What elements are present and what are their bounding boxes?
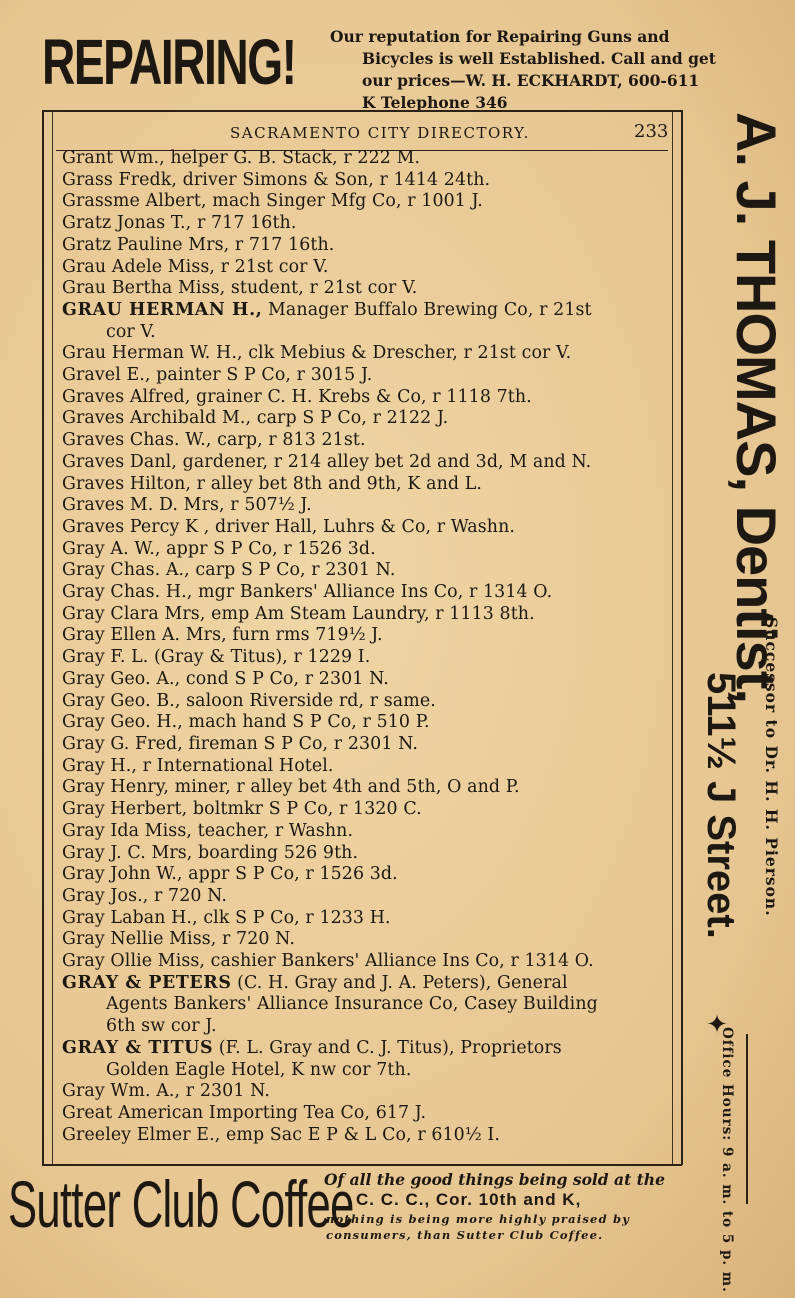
entry-name: Gravel E., (62, 365, 151, 386)
entry-continuation: cor V. (106, 321, 156, 342)
entry-details: driver Hall, Luhrs & Co, r Washn. (209, 516, 516, 537)
directory-entry (62, 300, 668, 322)
entry-details: miner, r alley bet 4th and 5th, O and P. (169, 777, 520, 798)
entry-name: Graves Archibald M., (62, 408, 252, 429)
directory-entry (62, 1038, 668, 1060)
directory-entry (62, 257, 668, 279)
entry-continuation: Agents Bankers' Alliance Insurance Co, Casey Building (106, 994, 598, 1015)
entry-name: Gray A. W., (62, 538, 161, 559)
directory-entry (62, 843, 668, 865)
entry-details: r 720 N. (216, 929, 296, 950)
entry-name: Grau Bertha Miss, (62, 278, 226, 299)
entry-details: carp, r 813 21st. (211, 430, 366, 451)
entry-details: saloon Riverside rd, r same. (180, 690, 436, 711)
entry-details: r 2301 N. (180, 1081, 270, 1102)
office-hours: Office Hours: 9 a. m. to 5 p. m. (719, 1027, 735, 1293)
dentist-address: 511½ J Street. (699, 672, 743, 939)
entry-details: painter S P Co, r 3015 J. (150, 365, 373, 386)
entry-details: mach Singer Mfg Co, r 1001 J. (206, 191, 483, 212)
directory-entry (62, 278, 668, 300)
entry-details: appr S P Co, r 1526 3d. (182, 864, 398, 885)
directory-entry (62, 170, 668, 192)
entry-details: carp S P Co, r 2122 J. (251, 408, 449, 429)
entry-name: Gray Henry, (62, 777, 170, 798)
entry-name: Gray Nellie Miss, (62, 929, 217, 950)
top-ad-line: our prices—W. H. ECKHARDT, 600-611 (362, 71, 700, 90)
directory-entry (62, 821, 668, 843)
entry-details: cond S P Co, r 2301 N. (180, 668, 389, 689)
directory-entry (62, 886, 668, 908)
entry-name: Gray H., (62, 755, 137, 776)
entry-name: Gratz Pauline Mrs, (62, 234, 230, 255)
directory-entry (62, 929, 668, 951)
directory-entry (62, 973, 668, 995)
entry-details: r alley bet 8th and 9th, K and L. (191, 473, 483, 494)
directory-entry (62, 474, 668, 496)
directory-entry (62, 864, 668, 886)
entry-details: (Gray & Titus), r 1229 I. (148, 647, 371, 668)
frame-border-top (42, 110, 682, 112)
bottom-ad-line: C. C. C., Cor. 10th and K, (356, 1190, 582, 1209)
entry-name: Gray J. C. Mrs, (62, 842, 193, 863)
entry-details: mgr Bankers' Alliance Ins Co, r 1314 O. (192, 582, 553, 603)
directory-entry (62, 669, 668, 691)
entry-name: GRAU HERMAN H., (62, 299, 263, 320)
directory-entry (62, 799, 668, 821)
directory-entries (62, 148, 668, 1146)
entry-name: Gray Geo. B., (62, 690, 181, 711)
directory-entry (62, 712, 668, 734)
entry-details: emp Sac E P & L Co, r 610½ I. (220, 1124, 501, 1145)
directory-entry (62, 560, 668, 582)
top-ad-line: Our reputation for Repairing Guns and (330, 27, 670, 46)
entry-name: Gray G. Fred, (62, 733, 183, 754)
entry-name: Graves Alfred, (62, 386, 191, 407)
entry-name: Grassme Albert, (62, 191, 207, 212)
entry-details: helper G. B. Stack, r 222 M. (164, 148, 421, 168)
entry-name: Gray Jos., (62, 885, 149, 906)
entry-name: Gratz Jonas T., (62, 213, 192, 234)
entry-details: mach hand S P Co, r 510 P. (182, 712, 430, 733)
inner-rule-right (672, 112, 673, 1164)
entry-details: r 717 16th. (191, 213, 297, 234)
entry-details: fireman S P Co, r 2301 N. (182, 733, 418, 754)
directory-entry (62, 452, 668, 474)
entry-continuation: 6th sw cor J. (106, 1016, 217, 1037)
entry-name: Gray Chas. H., (62, 582, 193, 603)
entry-name: Gray F. L. (62, 647, 149, 668)
entry-details: r 507½ J. (224, 495, 312, 516)
bottom-ad-line: Of all the good things being sold at the (324, 1170, 665, 1189)
page-number: 233 (634, 121, 669, 142)
entry-name: Gray Ollie Miss, (62, 951, 206, 972)
entry-details: r International Hotel. (136, 755, 334, 776)
entry-name: Gray Chas. A., (62, 560, 190, 581)
top-ad-line: Bicycles is well Established. Call and get (362, 49, 716, 68)
entry-details: (C. H. Gray and J. A. Peters), General (231, 972, 568, 993)
entry-details: driver Simons & Son, r 1414 24th. (177, 169, 491, 190)
entry-details: boltmkr S P Co, r 1320 C. (187, 799, 422, 820)
entry-name: Graves Percy K , (62, 516, 210, 537)
directory-entry (62, 430, 668, 452)
bottom-ad-line: consumers, than Sutter Club Coffee. (326, 1228, 604, 1242)
entry-name: Gray Ellen A. Mrs, (62, 625, 227, 646)
entry-details: clk S P Co, r 1233 H. (197, 907, 391, 928)
entry-name: Grant Wm., (62, 148, 165, 168)
entry-name: GRAY & TITUS (62, 1037, 214, 1058)
directory-entry (62, 582, 668, 604)
directory-entry (62, 235, 668, 257)
directory-entry (62, 408, 668, 430)
directory-entry (62, 387, 668, 409)
entry-name: GRAY & PETERS (62, 972, 232, 993)
frame-border-right (681, 110, 683, 1165)
entry-name: Gray Wm. A., (62, 1081, 181, 1102)
successor-line: Successor to Dr. H. H. Pierson. (762, 617, 781, 917)
entry-details: 617 J. (370, 1102, 427, 1123)
directory-entry (62, 365, 668, 387)
top-ad-headline: REPAIRING! (42, 26, 296, 98)
entry-details: teacher, r Washn. (191, 820, 354, 841)
entry-name: Grau Herman W. H., (62, 343, 243, 364)
entry-details: student, r 21st cor V. (225, 278, 418, 299)
entry-details: r 717 16th. (229, 234, 335, 255)
entry-name: Gray Geo. A., (62, 668, 181, 689)
entry-details: boarding 526 9th. (192, 842, 359, 863)
entry-details: r 21st cor V. (215, 256, 329, 277)
directory-entry (62, 647, 668, 669)
directory-entry (62, 691, 668, 713)
entry-details: appr S P Co, r 1526 3d. (160, 538, 376, 559)
entry-name: Grau Adele Miss, (62, 256, 216, 277)
entry-details: furn rms 719½ J. (226, 625, 383, 646)
entry-details: (F. L. Gray and C. J. Titus), Proprietors (213, 1037, 562, 1058)
entry-details: carp S P Co, r 2301 N. (189, 560, 396, 581)
directory-entry (62, 495, 668, 517)
directory-entry (62, 1081, 668, 1103)
entry-continuation: Golden Eagle Hotel, K nw cor 7th. (106, 1059, 412, 1080)
entry-details: clk Mebius & Drescher, r 21st cor V. (242, 343, 572, 364)
directory-entry (62, 625, 668, 647)
entry-name: Gray John W., (62, 864, 183, 885)
entry-name: Graves M. D. Mrs, (62, 495, 225, 516)
entry-name: Gray Herbert, (62, 799, 188, 820)
directory-entry (62, 756, 668, 778)
bottom-ad-line: nothing is being more highly praised by (326, 1212, 631, 1226)
entry-details: grainer C. H. Krebs & Co, r 1118 7th. (190, 386, 532, 407)
directory-entry (62, 517, 668, 539)
directory-entry (62, 148, 668, 170)
bottom-ad-headline: Sutter Club Coffee (8, 1167, 354, 1241)
entry-name: Great American Importing Tea Co, (62, 1102, 371, 1123)
entry-name: Graves Chas. W., (62, 430, 212, 451)
entry-name: Graves Hilton, (62, 473, 192, 494)
entry-name: Gray Geo. H., (62, 712, 183, 733)
directory-entry (62, 951, 668, 973)
entry-details: Manager Buffalo Brewing Co, r 21st (262, 299, 592, 320)
directory-entry (62, 343, 668, 365)
running-head: SACRAMENTO CITY DIRECTORY. (230, 124, 530, 142)
directory-entry (62, 734, 668, 756)
directory-entry (62, 1125, 668, 1147)
entry-name: Graves Danl, (62, 451, 177, 472)
entry-name: Grass Fredk, (62, 169, 178, 190)
directory-entry (62, 539, 668, 561)
directory-entry (62, 604, 668, 626)
directory-entry (62, 213, 668, 235)
entry-details: gardener, r 214 alley bet 2d and 3d, M and N. (176, 451, 592, 472)
ornament-icon: ✦ (706, 1010, 728, 1040)
entry-name: Greeley Elmer E., (62, 1124, 221, 1145)
directory-entry (62, 777, 668, 799)
top-ad-line: K Telephone 346 (362, 93, 508, 112)
entry-details: cashier Bankers' Alliance Ins Co, r 1314 O. (205, 951, 594, 972)
dentist-name: A. J. THOMAS, Dentist, (725, 112, 788, 703)
inner-rule-left (52, 112, 53, 1164)
entry-details: r 720 N. (148, 885, 227, 906)
entry-name: Gray Ida Miss, (62, 820, 192, 841)
top-ad-text (330, 26, 730, 114)
entry-name: Gray Clara Mrs, (62, 603, 206, 624)
office-hours-rule (746, 1034, 748, 1204)
right-ad (685, 112, 795, 1293)
entry-details: emp Am Steam Laundry, r 1113 8th. (205, 603, 535, 624)
directory-entry (62, 908, 668, 930)
entry-name: Gray Laban H., (62, 907, 198, 928)
frame-border-left (42, 110, 44, 1165)
directory-entry (62, 191, 668, 213)
directory-entry (62, 1103, 668, 1125)
